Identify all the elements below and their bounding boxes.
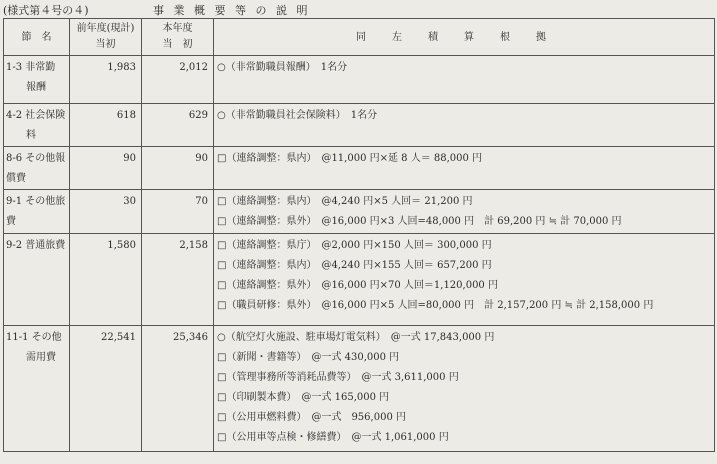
- current-year-amount: 2,012: [142, 56, 214, 104]
- section-name-line: 需用費: [6, 352, 56, 363]
- table-row: [4, 147, 715, 190]
- header-current-year: 本年度 当 初: [142, 19, 214, 56]
- basis-line: □（職員研修：県外） @16,000 円×5 人回=80,000 円 計 2,157,200 円 ≒ 計 2,158,000 円: [217, 300, 654, 311]
- current-year-amount: 70: [142, 190, 214, 234]
- current-year-amount: 2,158: [142, 234, 214, 326]
- prev-year-amount: 30: [70, 190, 142, 234]
- section-name-line: 4-2 社会保険: [6, 110, 66, 121]
- explanation-table: [3, 18, 715, 452]
- prev-year-amount: 618: [70, 104, 142, 147]
- current-year-amount: 629: [142, 104, 214, 147]
- section-name-line: 9-2 普通旅費: [6, 240, 66, 251]
- section-name-cell: [4, 190, 70, 234]
- section-name-cell: [4, 326, 70, 452]
- section-name-cell: [4, 147, 70, 190]
- prev-year-amount: 1,580: [70, 234, 142, 326]
- basis-line: □（連絡調整：県外） @16,000 円×3 人回=48,000 円 計 69,200 円 ≒ 計 70,000 円: [217, 216, 622, 227]
- basis-line: □（新聞・書籍等） @一式 430,000 円: [217, 352, 400, 363]
- basis-line: □（連絡調整：県外） @16,000 円×70 人回＝1,120,000 円: [217, 280, 498, 291]
- basis-line: ○（非常勤職員社会保険料） 1名分: [217, 110, 378, 121]
- section-name-line: 費: [6, 216, 16, 227]
- table-row: [4, 190, 715, 234]
- basis-line: ○（航空灯火施設、駐車場灯電気料） @一式 17,843,000 円: [217, 332, 495, 343]
- table-row: [4, 326, 715, 452]
- section-name-line: 報酬: [6, 82, 46, 93]
- header-section: 節 名: [4, 19, 70, 56]
- prev-year-amount: 22,541: [70, 326, 142, 452]
- basis-line: □（管理事務所等消耗品費等） @一式 3,611,000 円: [217, 372, 459, 383]
- header-prev-year: 前年度(現計) 当初: [70, 19, 142, 56]
- table-header-row: [4, 19, 715, 56]
- section-name-line: 償費: [6, 173, 26, 184]
- basis-line: ○（非常勤職員報酬） 1名分: [217, 62, 348, 73]
- current-year-amount: 90: [142, 147, 214, 190]
- basis-cell: [214, 104, 715, 147]
- section-name-line: 9-1 その他旅: [6, 196, 66, 207]
- basis-cell: [214, 190, 715, 234]
- section-name-cell: [4, 56, 70, 104]
- basis-line: □（印刷製本費） @一式 165,000 円: [217, 392, 390, 403]
- table-row: [4, 104, 715, 147]
- header-basis: 同左積算根拠: [214, 19, 715, 56]
- document-header: [3, 2, 311, 18]
- table-row: [4, 234, 715, 326]
- basis-line: □（連絡調整：県庁） @2,000 円×150 人回＝ 300,000 円: [217, 240, 492, 251]
- section-name-line: 料: [6, 130, 36, 141]
- section-name-cell: [4, 234, 70, 326]
- basis-cell: [214, 234, 715, 326]
- basis-line: □（連絡調整：県内） @4,240 円×5 人回＝ 21,200 円: [217, 196, 473, 207]
- prev-year-amount: 1,983: [70, 56, 142, 104]
- basis-line: □（連絡調整：県内） @11,000 円×延 8 人＝ 88,000 円: [217, 153, 483, 164]
- section-name-line: 8-6 その他報: [6, 153, 66, 164]
- basis-cell: [214, 326, 715, 452]
- basis-line: □（連絡調整：県内） @4,240 円×155 人回＝ 657,200 円: [217, 260, 492, 271]
- basis-line: □（公用車燃料費） @一式 956,000 円: [217, 412, 406, 423]
- basis-line: □（公用車等点検・修繕費） @一式 1,061,000 円: [217, 432, 449, 443]
- prev-year-amount: 90: [70, 147, 142, 190]
- basis-cell: [214, 56, 715, 104]
- section-name-cell: [4, 104, 70, 147]
- current-year-amount: 25,346: [142, 326, 214, 452]
- basis-cell: [214, 147, 715, 190]
- document-title: 事 業 概 要 等 の 説 明: [153, 4, 311, 17]
- form-label: (様式第４号の４): [3, 4, 89, 17]
- section-name-line: 1-3 非常勤: [6, 62, 56, 73]
- section-name-line: 11-1 その他: [6, 332, 62, 343]
- table-row: [4, 56, 715, 104]
